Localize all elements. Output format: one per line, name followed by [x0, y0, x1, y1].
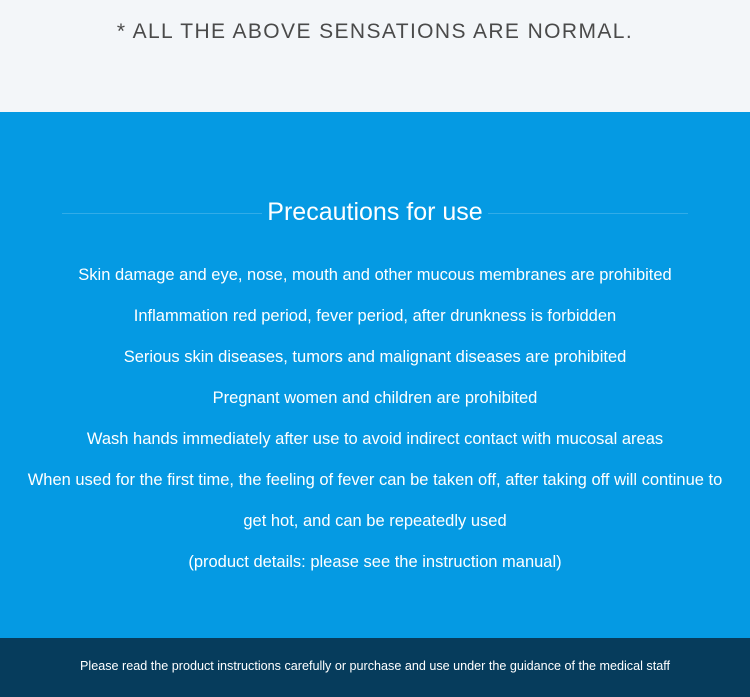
- footer-disclaimer: Please read the product instructions carefully or purchase and use under the guidance of the medical staff: [80, 659, 670, 673]
- precautions-list: [20, 255, 730, 583]
- precaution-item: When used for the first time, the feeling of fever can be taken off, after taking off will continue to get hot, and can be repeatedly used: [27, 471, 723, 530]
- precautions-section: [0, 112, 750, 638]
- sensations-note-band: [0, 0, 750, 112]
- precaution-item: Pregnant women and children are prohibited: [212, 389, 538, 407]
- precaution-item: (product details: please see the instruction manual): [188, 553, 562, 571]
- precaution-item: Wash hands immediately after use to avoid indirect contact with mucosal areas: [86, 430, 664, 448]
- sensations-note: * ALL THE ABOVE SENSATIONS ARE NORMAL.: [116, 20, 634, 43]
- precaution-item: Serious skin diseases, tumors and malignant diseases are prohibited: [123, 348, 627, 366]
- footer-banner: [0, 638, 750, 697]
- precaution-item: Skin damage and eye, nose, mouth and other mucous membranes are prohibited: [78, 266, 672, 284]
- precaution-item: Inflammation red period, fever period, after drunkness is forbidden: [133, 307, 617, 325]
- precautions-title: Precautions for use: [267, 198, 483, 226]
